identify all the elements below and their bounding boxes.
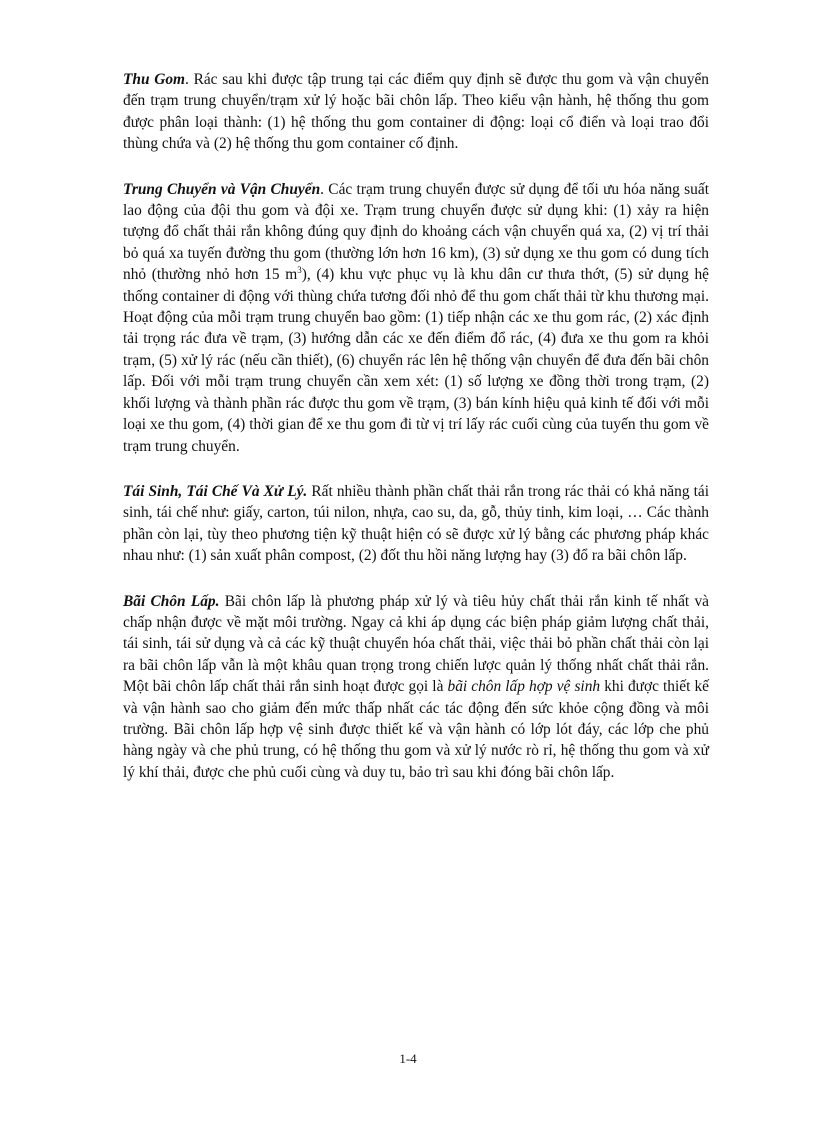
paragraph-text: Rất nhiều thành phần chất thải rắn trong rác thải có khả năng tái sinh, tái chế như: giấy, carton, túi nilon, nhựa, cao su, da, gỗ, thủy tinh, kim loại, … Các thành phần còn lại, tùy theo phương tiện kỹ thuật hiện có sẽ được xử lý bằng các phương pháp khác nhau như: (1) sản xuất phân compost, (2) đốt thu hồi năng lượng hay (3) đổ ra bãi chôn lấp. (123, 482, 709, 565)
paragraph-text: Rác sau khi được tập trung tại các điểm quy định sẽ được thu gom và vận chuyển đến trạm trung chuyển/trạm xử lý hoặc bãi chôn lấp. Theo kiểu vận hành, hệ thống thu gom được phân loại thành: (1) hệ thống thu gom container di động: loại cổ điển và loại trao đổi thùng chứa và (2) hệ thống thu gom container cố định. (123, 71, 710, 153)
page-body (123, 69, 709, 807)
paragraph-bai-chon-lap (123, 591, 709, 784)
heading-bai-chon-lap: Bãi Chôn Lấp. (123, 592, 220, 610)
paragraph-text-part1: Bãi chôn lấp là phương pháp xử lý và tiêu hủy chất thải rắn kinh tế nhất và chấp nhận được về mặt môi trường. Ngay cả khi áp dụng các biện pháp giảm lượng chất thải, tái sinh, tái sử dụng và cả các kỹ thuật chuyển hóa chất thải, việc thải bỏ phần chất thải còn lại ra bãi chôn lấp vẫn là một khâu quan trọng trong chiến lược quản lý thống nhất chất thải rắn. Một bãi chôn lấp chất thải rắn sinh hoạt được gọi là (123, 592, 709, 696)
heading-trung-chuyen: Trung Chuyển và Vận Chuyển (123, 180, 321, 198)
heading-tai-sinh: Tái Sinh, Tái Chế Và Xử Lý. (123, 482, 308, 500)
paragraph-thu-gom (123, 69, 709, 155)
superscript-cubic: 3 (297, 265, 302, 276)
page-number: 1-4 (399, 1051, 417, 1066)
paragraph-text-part2: khi được thiết kế và vận hành sao cho giảm đến mức thấp nhất các tác động đến sức khỏe cộng đồng và môi trường. Bãi chôn lấp hợp vệ sinh được thiết kế và vận hành có lớp lót đáy, các lớp che phủ hàng ngày và che phủ trung, có hệ thống thu gom và xử lý nước rò rỉ, hệ thống thu gom và xử lý khí thải, được che phủ cuối cùng và duy tu, bảo trì sau khi đóng bãi chôn lấp. (123, 678, 710, 781)
paragraph-text-part2: ), (4) khu vực phục vụ là khu dân cư thưa thớt, (5) sử dụng hệ thống container di động với thùng chứa tương đối nhỏ để thu gom chất thải từ khu thương mại. Hoạt động của mỗi trạm trung chuyển bao gồm: (1) tiếp nhận các xe thu gom rác, (2) xác định tải trọng rác đưa về trạm, (3) hướng dẫn các xe đến điểm đổ rác, (4) đưa xe thu gom ra khỏi trạm, (5) xử lý rác (nếu cần thiết), (6) chuyển rác lên hệ thống vận chuyển để đưa đến bãi chôn lấp. Đối với mỗi trạm trung chuyển cần xem xét: (1) số lượng xe đồng thời trong trạm, (2) khối lượng và thành phần rác được thu gom về trạm, (3) bán kính hiệu quả kinh tế đối với mỗi loại xe thu gom, (4) thời gian để xe thu gom đi từ vị trí lấy rác cuối cùng của tuyến thu gom về trạm trung chuyển. (123, 266, 709, 455)
italic-term: bãi chôn lấp hợp vệ sinh (447, 678, 601, 696)
paragraph-text-part1: Các trạm trung chuyển được sử dụng để tối ưu hóa năng suất lao động của đội thu gom và đội xe. Trạm trung chuyển được sử dụng khi: (1) xảy ra hiện tượng đổ chất thải rắn không đúng quy định do khoảng cách vận chuyển quá xa, (2) vị trí thải bỏ quá xa tuyến đường thu gom (thường lớn hơn 16 km), (3) sử dụng xe thu gom có dung tích nhỏ (thường nhỏ hơn 15 m (123, 180, 709, 284)
paragraph-tai-sinh (123, 481, 709, 567)
heading-thu-gom: Thu Gom (123, 71, 186, 88)
heading-suffix: . (320, 180, 324, 198)
heading-suffix: . (185, 71, 189, 88)
paragraph-trung-chuyen (123, 179, 709, 457)
